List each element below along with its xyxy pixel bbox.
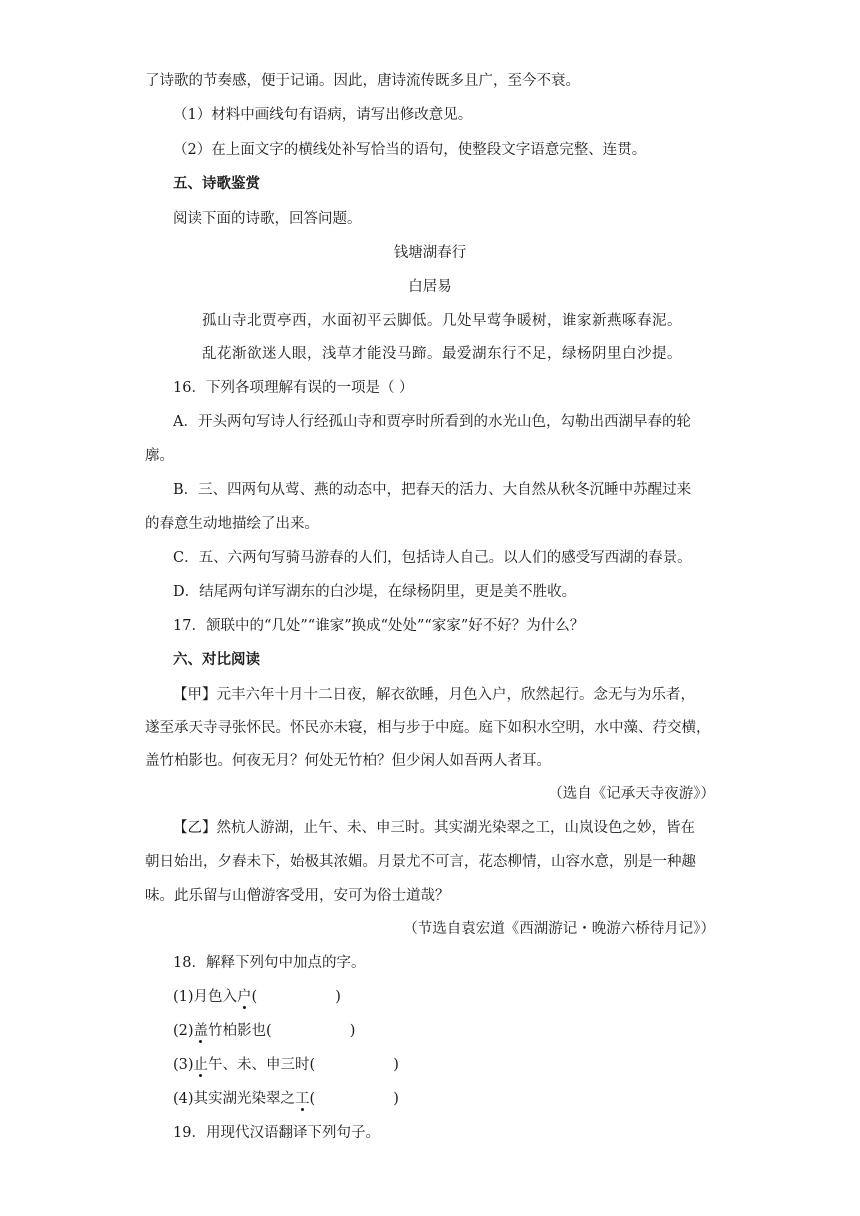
question-16: 16．下列各项理解有误的一项是（ ） [173,380,414,396]
passage-jia-source: （选自《记承天寺夜游》） [548,786,715,802]
option-a: A．开头两句写诗人行经孤山寺和贾亭时所看到的水光山色，勾勒出西湖早春的轮 [173,414,691,430]
passage-yi-line-2: 朝日始出，夕舂未下，始极其浓媚。月景尤不可言，花态柳情，山容水意，别是一种趣 [145,854,696,870]
option-c: C．五、六两句写骑马游春的人们，包括诗人自己。以人们的感受写西湖的春景。 [173,550,692,566]
q18-item: (1)月色入户( ) [173,989,341,1005]
passage-yi-source: （节选自袁宏道《西湖游记・晚游六桥待月记》） [403,921,715,937]
q18-item: (3)止午、未、申三时( ) [173,1057,399,1073]
passage-jia-line-1: 【甲】元丰六年十月十二日夜，解衣欲睡，月色入户，欣然起行。念无与为乐者， [173,687,695,703]
passage-yi-line-3: 味。此乐留与山僧游客受用，安可为俗士道哉？ [145,888,450,904]
passage-jia-line-2: 遂至承天寺寻张怀民。怀民亦未寝，相与步于中庭。庭下如积水空明，水中藻、荇交横， [145,720,711,736]
dotted-char: 止 [193,1057,209,1073]
question-19: 19．用现代汉语翻译下列句子。 [173,1125,380,1141]
q18-item: (4)其实湖光染翠之工( ) [173,1091,399,1107]
question-18: 18．解释下列句中加点的字。 [173,955,366,971]
dotted-char: 盖 [193,1023,209,1039]
poem-line-2: 乱花渐欲迷人眼，浅草才能没马蹄。最爱湖东行不足，绿杨阴里白沙提。 [202,346,682,362]
dotted-char: 工 [295,1091,310,1107]
question-17: 17．颔联中的“几处”“谁家”换成“处处”“家家”好不好？为什么？ [173,618,585,634]
option-d: D．结尾两句详写湖东的白沙堤，在绿杨阴里，更是美不胜收。 [173,584,577,600]
passage-yi-line-1: 【乙】然杭人游湖，止午、未、申三时。其实湖光染翠之工，山岚设色之妙，皆在 [173,820,695,836]
question-15-1: （1）材料中画线句有语病，请写出修改意见。 [173,107,473,123]
poem-author: 白居易 [408,279,452,295]
option-b-cont: 的春意生动地描绘了出来。 [145,516,319,532]
dotted-char: 户 [237,989,252,1005]
poem-title: 钱塘湖春行 [393,245,467,261]
question-15-2: （2）在上面文字的横线处补写恰当的语句，使整段文字语意完整、连贯。 [173,142,647,158]
passage-jia-line-3: 盖竹柏影也。何夜无月？何处无竹柏？但少闲人如吾两人者耳。 [145,753,551,769]
paragraph-line: 了诗歌的节奏感，便于记诵。因此，唐诗流传既多且广，至今不衰。 [145,73,580,89]
option-b: B．三、四两句从莺、燕的动态中，把春天的活力、大自然从秋冬沉睡中苏醒过来 [173,482,692,498]
option-a-cont: 廓。 [145,448,174,464]
section-heading-poetry: 五、诗歌鉴赏 [173,176,260,192]
instruction-text: 阅读下面的诗歌，回答问题。 [173,211,362,227]
section-heading-comparison: 六、对比阅读 [173,652,260,668]
q18-item: (2)盖竹柏影也( ) [173,1023,356,1039]
poem-line-1: 孤山寺北贾亭西，水面初平云脚低。几处早莺争暖树，谁家新燕啄春泥。 [202,313,682,329]
